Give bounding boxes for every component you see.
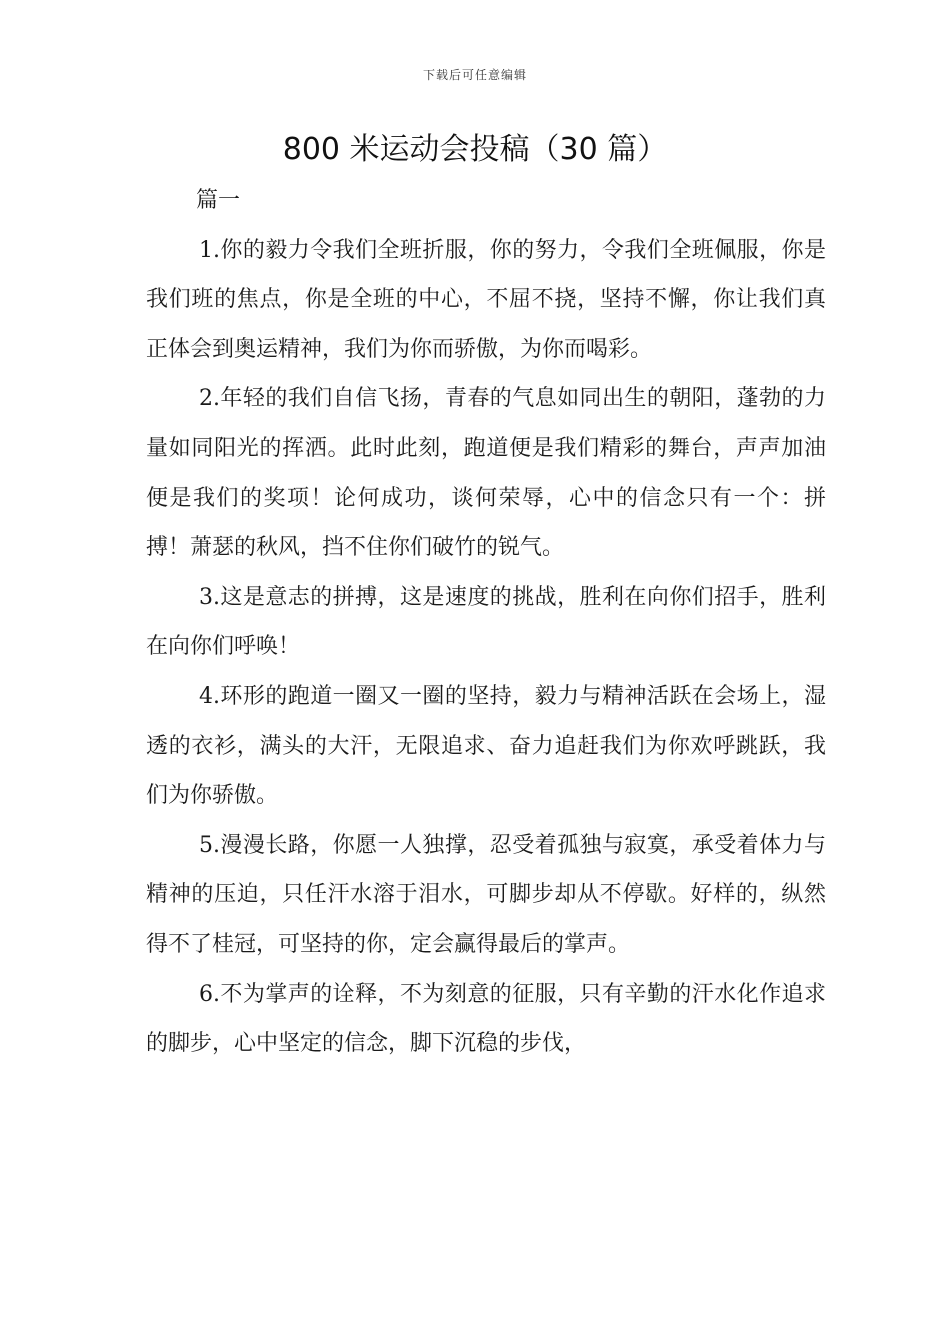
page-header-note: 下载后可任意编辑 — [422, 68, 527, 82]
section-label: 篇一 — [196, 188, 241, 213]
document-body — [146, 176, 826, 1069]
document-title: 800 米运动会投稿（30 篇） — [282, 132, 668, 167]
paragraph-1: 1.你的毅力令我们全班折服，你的努力，令我们全班佩服，你是我们班的焦点，你是全班的中心，不屈不挠，坚持不懈，你让我们真正体会到奥运精神，我们为你而骄傲，为你而喝彩。 — [146, 237, 826, 362]
paragraph-4: 4.环形的跑道一圈又一圈的坚持，毅力与精神活跃在会场上，湿透的衣衫，满头的大汗，无限追求、奋力追赶我们为你欢呼跳跃，我们为你骄傲。 — [146, 683, 826, 809]
paragraph-3: 3.这是意志的拼搏，这是速度的挑战，胜利在向你们招手，胜利在向你们呼唤！ — [146, 584, 826, 660]
paragraph-2: 2.年轻的我们自信飞扬，青春的气息如同出生的朝阳，蓬勃的力量如同阳光的挥洒。此时此刻，跑道便是我们精彩的舞台，声声加油便是我们的奖项！论何成功，谈何荣辱，心中的信念只有一个：拼搏！萧瑟的秋风，挡不住你们破竹的锐气。 — [146, 386, 826, 561]
paragraph-6: 6.不为掌声的诠释，不为刻意的征服，只有辛勤的汗水化作追求的脚步，心中坚定的信念，脚下沉稳的步伐， — [146, 981, 826, 1057]
paragraph-5: 5.漫漫长路，你愿一人独撑，忍受着孤独与寂寞，承受着体力与精神的压迫，只任汗水溶于泪水，可脚步却从不停歇。好样的，纵然得不了桂冠，可坚持的你，定会赢得最后的掌声。 — [146, 832, 826, 957]
